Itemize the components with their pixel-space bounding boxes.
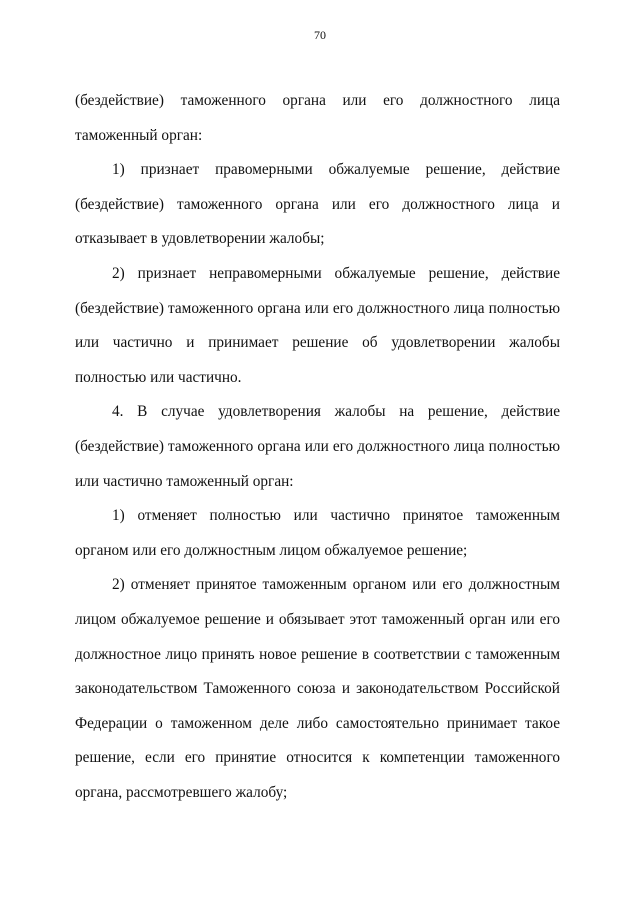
paragraph-item-1-lawful: 1) признает правомерными обжалуемые решение, действие (бездействие) таможенного органа или его должностного лица и отказывает в удовлетворении жалобы; bbox=[75, 161, 560, 248]
page-number: 70 bbox=[314, 28, 326, 42]
paragraph-section-4: 4. В случае удовлетворения жалобы на решение, действие (бездействие) таможенного органа или его должностного лица полностью или частично таможенный орган: bbox=[75, 403, 560, 490]
paragraph-item-2-cancel-new-decision: 2) отменяет принятое таможенным органом или его должностным лицом обжалуемое решение и обязывает этот таможенный орган или его должностное лицо принять новое решение в соответствии с таможенным законодательством Таможенного союза и законодательством Российской Федерации о таможенном деле либо самостоятельно принимает такое решение, если его принятие относится к компетенции таможенного органа, рассмотревшего жалобу; bbox=[75, 576, 560, 801]
document-body bbox=[75, 84, 560, 810]
paragraph-item-1-cancel: 1) отменяет полностью или частично принятое таможенным органом или его должностным лицом обжалуемое решение; bbox=[75, 507, 560, 559]
paragraph-continuation: (бездействие) таможенного органа или его должностного лица таможенный орган: bbox=[75, 92, 560, 144]
paragraph-item-2-unlawful: 2) признает неправомерными обжалуемые решение, действие (бездействие) таможенного органа или его должностного лица полностью или частично и принимает решение об удовлетворении жалобы полностью или частично. bbox=[75, 264, 560, 386]
